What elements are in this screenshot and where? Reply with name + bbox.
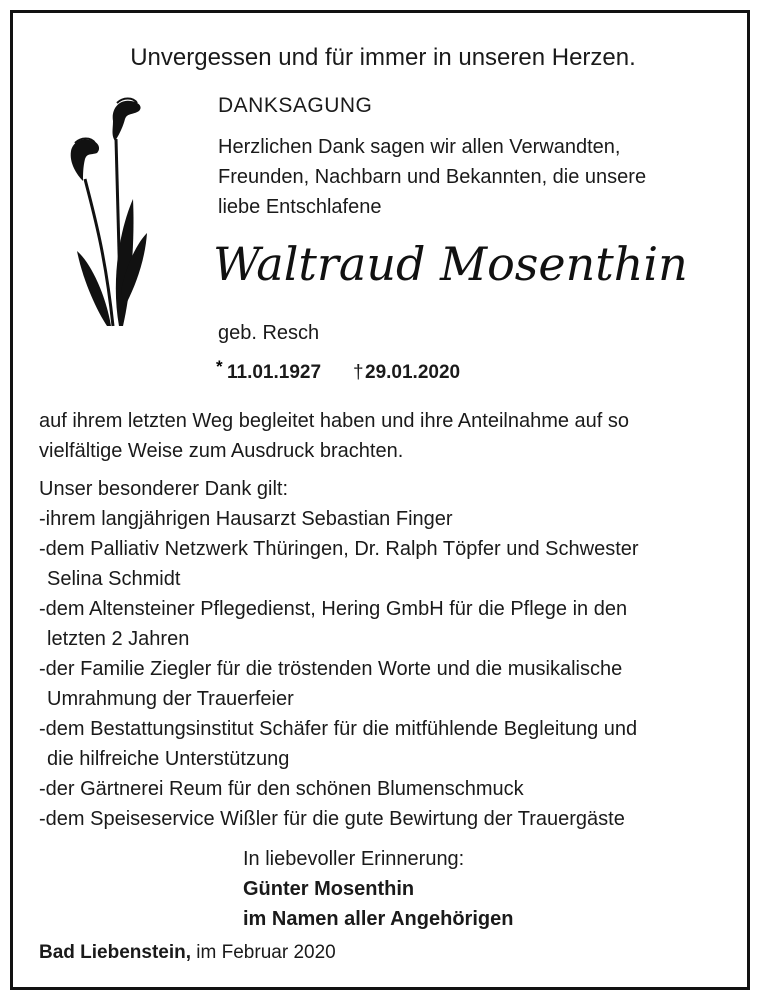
thanks-item: -der Gärtnerei Reum für den schönen Blumenschmuck xyxy=(39,778,524,800)
thanks-item-continued: Umrahmung der Trauerfeier xyxy=(47,688,294,710)
thanks-item-continued: Selina Schmidt xyxy=(47,568,181,590)
signature-intro: In liebevoller Erinnerung: xyxy=(243,848,465,870)
thanks-item: -dem Bestattungsinstitut Schäfer für die mitfühlende Begleitung und xyxy=(39,718,638,740)
intro-line: Herzlichen Dank sagen wir allen Verwandten, xyxy=(218,136,621,158)
thanks-item-continued: die hilfreiche Unterstützung xyxy=(47,748,290,770)
body-line: vielfältige Weise zum Ausdruck brachten. xyxy=(39,440,404,462)
birth-date: 11.01.1927 xyxy=(227,362,322,383)
intro-line: liebe Entschlafene xyxy=(218,196,382,218)
obituary-frame xyxy=(10,10,750,990)
signature-name: Günter Mosenthin xyxy=(243,878,415,900)
headline: Unvergessen und für immer in unseren Herzen. xyxy=(130,44,636,71)
thanks-item: -dem Palliativ Netzwerk Thüringen, Dr. Ralph Töpfer und Schwester xyxy=(39,538,639,560)
title: DANKSAGUNG xyxy=(218,94,373,117)
death-symbol: † xyxy=(353,362,364,383)
date: im Februar 2020 xyxy=(191,942,336,963)
birth-name: geb. Resch xyxy=(218,322,320,344)
intro-line: Freunden, Nachbarn und Bekannten, die unsere xyxy=(218,166,647,188)
death-date: 29.01.2020 xyxy=(365,362,461,383)
place: Bad Liebenstein, xyxy=(39,942,192,963)
place-date xyxy=(39,943,336,962)
calla-lily-illustration xyxy=(61,91,151,331)
thanks-item: -dem Speiseservice Wißler für die gute Bewirtung der Trauergäste xyxy=(39,808,625,830)
signature-family: im Namen aller Angehörigen xyxy=(243,908,514,930)
body-line: auf ihrem letzten Weg begleitet haben und ihre Anteilnahme auf so xyxy=(39,410,630,432)
thanks-item: -dem Altensteiner Pflegedienst, Hering GmbH für die Pflege in den xyxy=(39,598,628,620)
thanks-item: -ihrem langjährigen Hausarzt Sebastian Finger xyxy=(39,508,453,530)
born-symbol: * xyxy=(216,357,223,376)
thanks-item: -der Familie Ziegler für die tröstenden Worte und die musikalische xyxy=(39,658,623,680)
thanks-item-continued: letzten 2 Jahren xyxy=(47,628,190,650)
deceased-name: Waltraud Mosenthin xyxy=(213,237,688,291)
thanks-heading: Unser besonderer Dank gilt: xyxy=(39,478,289,500)
